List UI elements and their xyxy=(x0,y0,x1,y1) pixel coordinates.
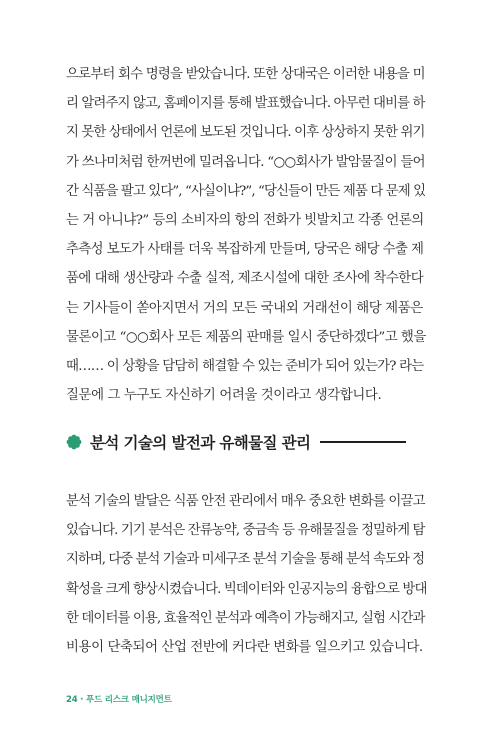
text-line: 있습니다. 기기 분석은 잔류농약, 중금속 등 유해물질을 정밀하게 탐 xyxy=(66,523,425,539)
text-line: 추측성 보도가 사태를 더욱 복잡하게 만들며, 당국은 해당 수출 제 xyxy=(66,242,424,258)
text-line: 가 쓰나미처럼 한꺼번에 밀려옵니다. “○○회사가 발암물질이 들어 xyxy=(66,154,425,170)
book-title: 푸드 리스크 매니지먼트 xyxy=(86,695,172,705)
text-line: 품에 대해 생산량과 수출 실적, 제조시설에 대한 조사에 착수한다 xyxy=(66,271,424,287)
text-line: 분석 기술의 발달은 식품 안전 관리에서 매우 중요한 변화를 이끌고 xyxy=(66,494,425,509)
text-line: 지 못한 상태에서 언론에 보도된 것입니다. 이후 상상하지 못한 위기 xyxy=(66,125,425,141)
flower-bullet-icon xyxy=(66,434,82,450)
section-heading xyxy=(66,427,436,457)
text-line: 리 알려주지 않고, 홈페이지를 통해 발표했습니다. 아무런 대비를 하 xyxy=(66,96,425,112)
text-line: 는 거 아니냐?” 등의 소비자의 항의 전화가 빗발치고 각종 언론의 xyxy=(66,213,424,229)
text-line: 으로부터 회수 명령을 받았습니다. 또한 상대국은 이러한 내용을 미 xyxy=(66,67,425,82)
text-line: 확성을 크게 향상시켰습니다. 빅데이터와 인공지능의 융합으로 방대 xyxy=(66,581,427,597)
heading-rule xyxy=(320,441,406,443)
text-line: 비용이 단축되어 산업 전반에 커다란 변화를 일으키고 있습니다. xyxy=(66,640,423,656)
text-line: 때…… 이 상황을 담담히 해결할 수 있는 준비가 되어 있는가? 라는 xyxy=(66,359,424,375)
text-line: 지하며, 다중 분석 기술과 미세구조 분석 기술을 통해 분석 속도와 정 xyxy=(66,552,425,568)
text-line: 질문에 그 누구도 자신하기 어려울 것이라고 생각합니다. xyxy=(66,388,382,404)
footer-separator: · xyxy=(80,695,84,705)
text-line: 물론이고 “○○회사 모든 제품의 판매를 일시 중단하겠다”고 했을 xyxy=(66,329,426,345)
text-line: 간 식품을 팔고 있다”, “사실이냐?”, “당신들이 만든 제품 다 문제 있 xyxy=(66,183,426,199)
body-paragraph-2 xyxy=(66,487,426,662)
section-title: 분석 기술의 발전과 유해물질 관리 xyxy=(90,434,311,452)
page-footer xyxy=(66,693,172,705)
page-number: 24 xyxy=(66,695,78,705)
text-line: 한 데이터를 이용, 효율적인 분석과 예측이 가능해지고, 실험 시간과 xyxy=(66,610,425,626)
text-line: 는 기사들이 쏟아지면서 거의 모든 국내외 거래선이 해당 제품은 xyxy=(66,300,423,316)
body-paragraph-1 xyxy=(66,60,426,410)
